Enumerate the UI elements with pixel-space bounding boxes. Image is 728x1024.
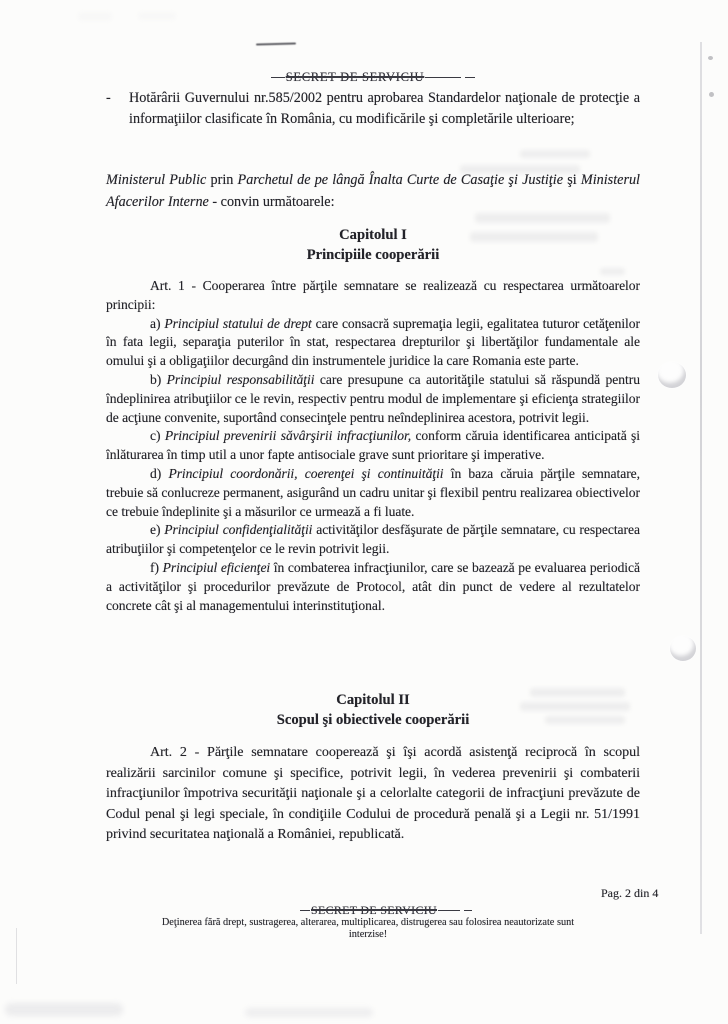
scan-smudge [138, 12, 176, 20]
list-item [106, 88, 640, 130]
article-1 [106, 277, 640, 689]
page-number: Pag. 2 din 4 [601, 886, 659, 900]
bleed-through-smudge [600, 268, 625, 275]
article-1-principle-e: e) Principiul confidenţialităţii activităţilor desfăşurate de părţile semnatare, cu respectarea atribuţiilor şi competenţelor ce le revin potrivit legii. [106, 522, 640, 557]
strikethrough-line [438, 910, 472, 912]
scan-shadow [5, 1003, 123, 1016]
list-item-text: Hotărârii Guvernului nr.585/2002 pentru aprobarea Standardelor naţionale de protecţie a informaţiilor clasificate în România, cu modificările şi completările ulterioare; [129, 90, 640, 127]
article-2-text: Art. 2 - Părţile semnatare cooperează şi îşi acordă asistenţă reciprocă în scopul realizării sarcinilor comune şi specifice, potrivit legii, în vederea prevenirii şi combaterii infracţiunilor împotriva securităţii naţionale şi a celorlalte categorii de infracţiuni prevăzute de Codul penal şi legi speciale, în condiţiile Codului de procedură penală şi a Legii nr. 51/1991 privind securitatea naţională a României, republicată. [106, 744, 640, 842]
article-1-principle-a: a) Principiul statului de drept care consacră supremaţia legii, egalitatea tuturor cetăţenilor în fata legii, separaţia puterilor în stat, respectarea drepturilor şi libertăţilor fundamentale ale omului şi a obligaţiilor decurgând din instrumentele juridice la care Romania este parte. [106, 315, 640, 369]
chapter-2-subtitle: Scopul şi obiectivele cooperării [276, 712, 470, 728]
article-1-principle-b: b) Principiul responsabilităţii care presupune ca autorităţile statului să răspundă pentru îndeplinirea atribuţiilor ce le revin, respectiv pentru modul de implementare şi eficienţa strategiilor de acţiune convenite, suportând consecinţele pentru neîndeplinirea acestora, potrivit legii. [106, 371, 640, 425]
page-edge-line [16, 928, 17, 984]
punch-hole-mark [670, 636, 696, 661]
scan-speck [709, 92, 714, 97]
chapter-1-heading [106, 225, 640, 265]
article-1-principle-d: d) Principiul coordonării, coerenţei şi continuităţii în baza căruia părţile semnatare, trebuie să conlucreze permanent, asigurând un cadru unitar şi flexibil pentru realizarea obiectivelor ce trebuie îndeplinite şi a măsurilor ce urmează a fi luate. [106, 465, 640, 519]
bleed-through-smudge [520, 150, 590, 158]
strikethrough-line [425, 77, 475, 79]
scan-smudge [78, 12, 112, 21]
article-1-intro: Art. 1 - Cooperarea între părţile semnatare se realizează cu respectarea următoarelor principii: [106, 278, 640, 312]
preamble-paragraph: Ministerul Public prin Parchetul de pe lângă Înalta Curte de Casaţie şi Justiţie şi Ministerul Afacerilor Interne - convin următoarele: [106, 172, 641, 210]
classification-footer [150, 903, 622, 918]
chapter-1-subtitle: Principiile cooperării [306, 247, 440, 263]
classification-header-text: SECRET DE SERVICIU [285, 70, 425, 84]
scan-speck [708, 56, 713, 60]
classification-header [106, 70, 640, 85]
classification-footer-text: SECRET DE SERVICIU [311, 903, 437, 917]
footer-notice: Deţinerea fără drept, sustragerea, alterarea, multiplicarea, distrugerea sau folosirea neautorizate sunt interzise! [161, 917, 575, 940]
chapter-2-title: Capitolul II [336, 692, 410, 708]
strikethrough-line [271, 77, 285, 79]
article-1-principle-f: f) Principiul eficienţei în combaterea infracţiunilor, care se bazează pe evaluarea periodică a activităţilor şi procedurilor prevăzute de Protocol, atât din punct de vedere al rezultatelor concrete cât şi al managementului interinstituţional. [106, 559, 640, 613]
pen-mark [256, 42, 296, 45]
page-edge-line [700, 42, 702, 934]
chapter-1-title: Capitolul I [339, 227, 407, 243]
article-1-principle-c: c) Principiul prevenirii săvârşirii infracţiunilor, conform căruia identificarea anticipată şi înlăturarea în timp util a unor fapte antisociale grave sunt prioritare şi imperative. [106, 428, 640, 463]
scan-shadow [245, 1008, 373, 1017]
punch-hole-mark [658, 362, 686, 388]
list-item-bullet: - [106, 90, 111, 106]
strikethrough-line [300, 910, 310, 912]
chapter-2-heading [106, 690, 640, 730]
article-2 [106, 742, 640, 845]
bleed-through-smudge [475, 213, 610, 223]
